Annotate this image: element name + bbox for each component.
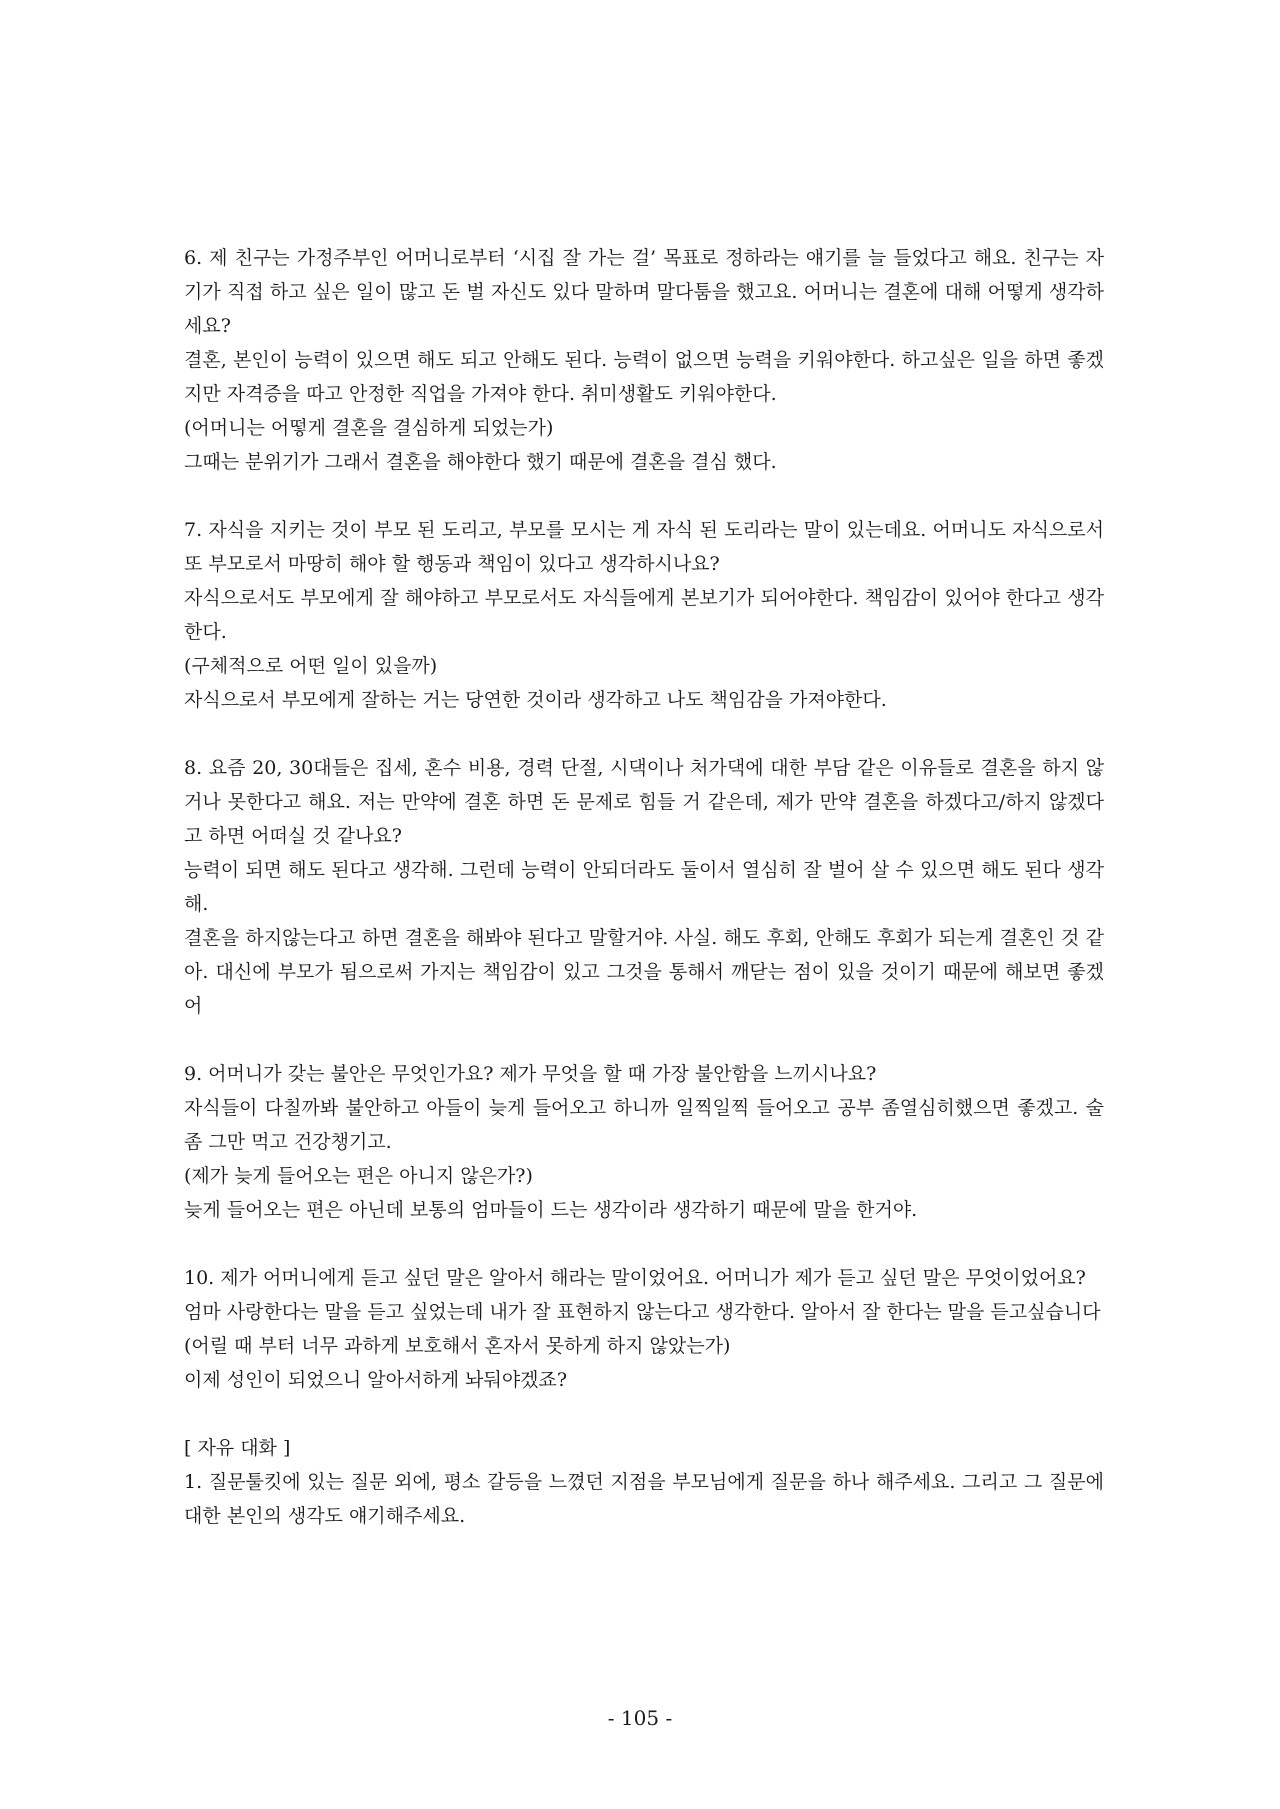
question-6: 6. 제 친구는 가정주부인 어머니로부터 ‘시집 잘 가는 걸’ 목표로 정하라는 얘기를 늘 들었다고 해요. 친구는 자기가 직접 하고 싶은 일이 많고 돈 벌 자신도 있다 말하며 말다툼을 했고요. 어머니는 결혼에 대해 어떻게 생각하세요?: [184, 247, 1104, 337]
qa-section-6: [184, 241, 1104, 479]
question-9: 9. 어머니가 갖는 불안은 무엇인가요? 제가 무엇을 할 때 가장 불안함을 느끼시나요?: [184, 1063, 877, 1085]
question-10: 10. 제가 어머니에게 듣고 싶던 말은 알아서 해라는 말이었어요. 어머니가 제가 듣고 싶던 말은 무엇이었어요?: [184, 1267, 1086, 1289]
free-talk-item-1: 1. 질문툴킷에 있는 질문 외에, 평소 갈등을 느꼈던 지점을 부모님에게 질문을 하나 해주세요. 그리고 그 질문에 대한 본인의 생각도 얘기해주세요.: [184, 1471, 1104, 1527]
follow-up-question-10: (어릴 때 부터 너무 과하게 보호해서 혼자서 못하게 하지 않았는가): [184, 1335, 731, 1357]
follow-up-question-9: (제가 늦게 들어오는 편은 아니지 않은가?): [184, 1165, 533, 1187]
page-number: - 105 -: [607, 1706, 673, 1730]
qa-section-10: [184, 1261, 1104, 1397]
free-talk-heading: [ 자유 대화 ]: [184, 1437, 291, 1459]
answer-6: 결혼, 본인이 능력이 있으면 해도 되고 안해도 된다. 능력이 없으면 능력을 키워야한다. 하고싶은 일을 하면 좋겠지만 자격증을 따고 안정한 직업을 가져야 한다. 취미생활도 키워야한다.: [184, 349, 1104, 405]
follow-up-question-6: (어머니는 어떻게 결혼을 결심하게 되었는가): [184, 417, 554, 439]
free-talk-section: [184, 1431, 1104, 1533]
qa-section-8: [184, 751, 1104, 1023]
answer-10: 엄마 사랑한다는 말을 듣고 싶었는데 내가 잘 표현하지 않는다고 생각한다. 알아서 잘 한다는 말을 듣고싶습니다: [184, 1301, 1101, 1323]
answer-8-continued: 결혼을 하지않는다고 하면 결혼을 해봐야 된다고 말할거야. 사실. 해도 후회, 안해도 후회가 되는게 결혼인 것 같아. 대신에 부모가 됨으로써 가지는 책임감이 있고 그것을 통해서 깨닫는 점이 있을 것이기 때문에 해보면 좋겠어: [184, 927, 1104, 1017]
follow-up-answer-10: 이제 성인이 되었으니 알아서하게 놔둬야겠죠?: [184, 1369, 568, 1391]
answer-9: 자식들이 다칠까봐 불안하고 아들이 늦게 들어오고 하니까 일찍일찍 들어오고 공부 좀열심히했으면 좋겠고. 술 좀 그만 먹고 건강챙기고.: [184, 1097, 1104, 1153]
answer-7: 자식으로서도 부모에게 잘 해야하고 부모로서도 자식들에게 본보기가 되어야한다. 책임감이 있어야 한다고 생각한다.: [184, 587, 1104, 643]
follow-up-answer-6: 그때는 분위기가 그래서 결혼을 해야한다 했기 때문에 결혼을 결심 했다.: [184, 451, 777, 473]
answer-8: 능력이 되면 해도 된다고 생각해. 그런데 능력이 안되더라도 둘이서 열심히 잘 벌어 살 수 있으면 해도 된다 생각해.: [184, 859, 1104, 915]
follow-up-answer-7: 자식으로서 부모에게 잘하는 거는 당연한 것이라 생각하고 나도 책임감을 가져야한다.: [184, 689, 887, 711]
follow-up-answer-9: 늦게 들어오는 편은 아닌데 보통의 엄마들이 드는 생각이라 생각하기 때문에 말을 한거야.: [184, 1199, 918, 1221]
follow-up-question-7: (구체적으로 어떤 일이 있을까): [184, 655, 438, 677]
qa-section-9: [184, 1057, 1104, 1227]
question-7: 7. 자식을 지키는 것이 부모 된 도리고, 부모를 모시는 게 자식 된 도리라는 말이 있는데요. 어머니도 자식으로서 또 부모로서 마땅히 해야 할 행동과 책임이 있다고 생각하시나요?: [184, 519, 1104, 575]
question-8: 8. 요즘 20, 30대들은 집세, 혼수 비용, 경력 단절, 시댁이나 처가댁에 대한 부담 같은 이유들로 결혼을 하지 않거나 못한다고 해요. 저는 만약에 결혼 하면 돈 문제로 힘들 거 같은데, 제가 만약 결혼을 하겠다고/하지 않겠다고 하면 어떠실 것 같나요?: [184, 757, 1104, 847]
document-body: [184, 241, 1104, 1533]
qa-section-7: [184, 513, 1104, 717]
